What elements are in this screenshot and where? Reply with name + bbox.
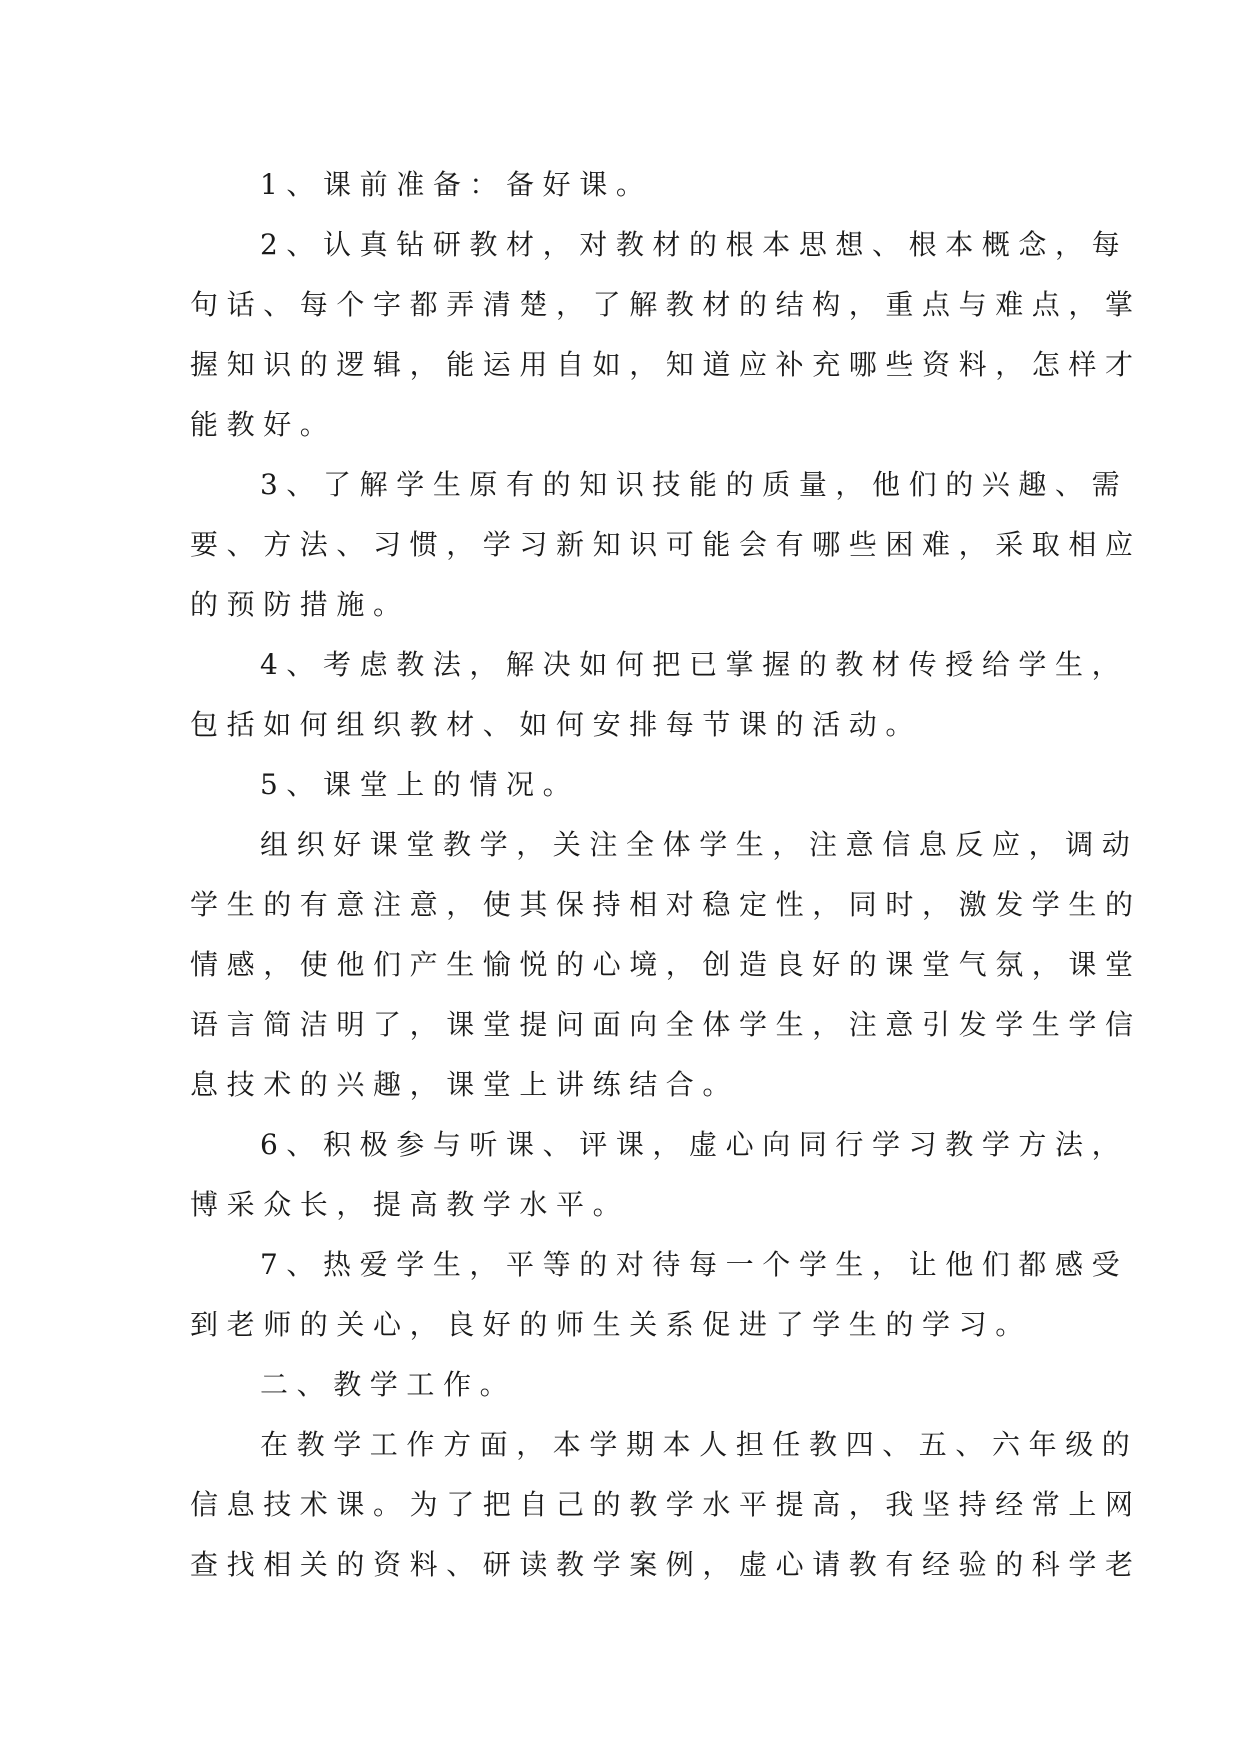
text-line: 查找相关的资料、研读教学案例，虚心请教有经验的科学老 (190, 1548, 1142, 1581)
text-line: 包括如何组织教材、如何安排每节课的活动。 (190, 708, 923, 741)
text-line: 组织好课堂教学，关注全体学生，注意信息反应，调动 (260, 828, 1139, 861)
text-line: 到老师的关心，良好的师生关系促进了学生的学习。 (190, 1308, 1032, 1341)
text-line: 3、了解学生原有的知识技能的质量，他们的兴趣、需 (260, 468, 1129, 501)
text-line: 能教好。 (190, 408, 337, 441)
text-line: 4、考虑教法，解决如何把已掌握的教材传授给学生， (260, 648, 1129, 681)
text-line: 学生的有意注意，使其保持相对稳定性，同时，激发学生的 (190, 888, 1142, 921)
document-body (190, 155, 1142, 1595)
text-line: 信息技术课。为了把自己的教学水平提高，我坚持经常上网 (190, 1488, 1142, 1521)
section-heading: 二、教学工作。 (260, 1368, 517, 1401)
text-line: 语言简洁明了，课堂提问面向全体学生，注意引发学生学信 (190, 1008, 1142, 1041)
text-line: 5、课堂上的情况。 (260, 768, 580, 801)
text-line: 情感，使他们产生愉悦的心境，创造良好的课堂气氛，课堂 (190, 948, 1142, 981)
text-line: 6、积极参与听课、评课，虚心向同行学习教学方法， (260, 1128, 1129, 1161)
text-line: 要、方法、习惯，学习新知识可能会有哪些困难，采取相应 (190, 528, 1142, 561)
text-line: 在教学工作方面，本学期本人担任教四、五、六年级的 (260, 1428, 1139, 1461)
text-line: 握知识的逻辑，能运用自如，知道应补充哪些资料，怎样才 (190, 348, 1142, 381)
text-line: 的预防措施。 (190, 588, 410, 621)
text-line: 博采众长，提高教学水平。 (190, 1188, 630, 1221)
text-line: 句话、每个字都弄清楚，了解教材的结构，重点与难点，掌 (190, 288, 1142, 321)
text-line: 7、热爱学生，平等的对待每一个学生，让他们都感受 (260, 1248, 1129, 1281)
text-line: 1、课前准备：备好课。 (260, 168, 653, 201)
text-line: 2、认真钻研教材，对教材的根本思想、根本概念，每 (260, 228, 1129, 261)
text-line: 息技术的兴趣，课堂上讲练结合。 (190, 1068, 740, 1101)
